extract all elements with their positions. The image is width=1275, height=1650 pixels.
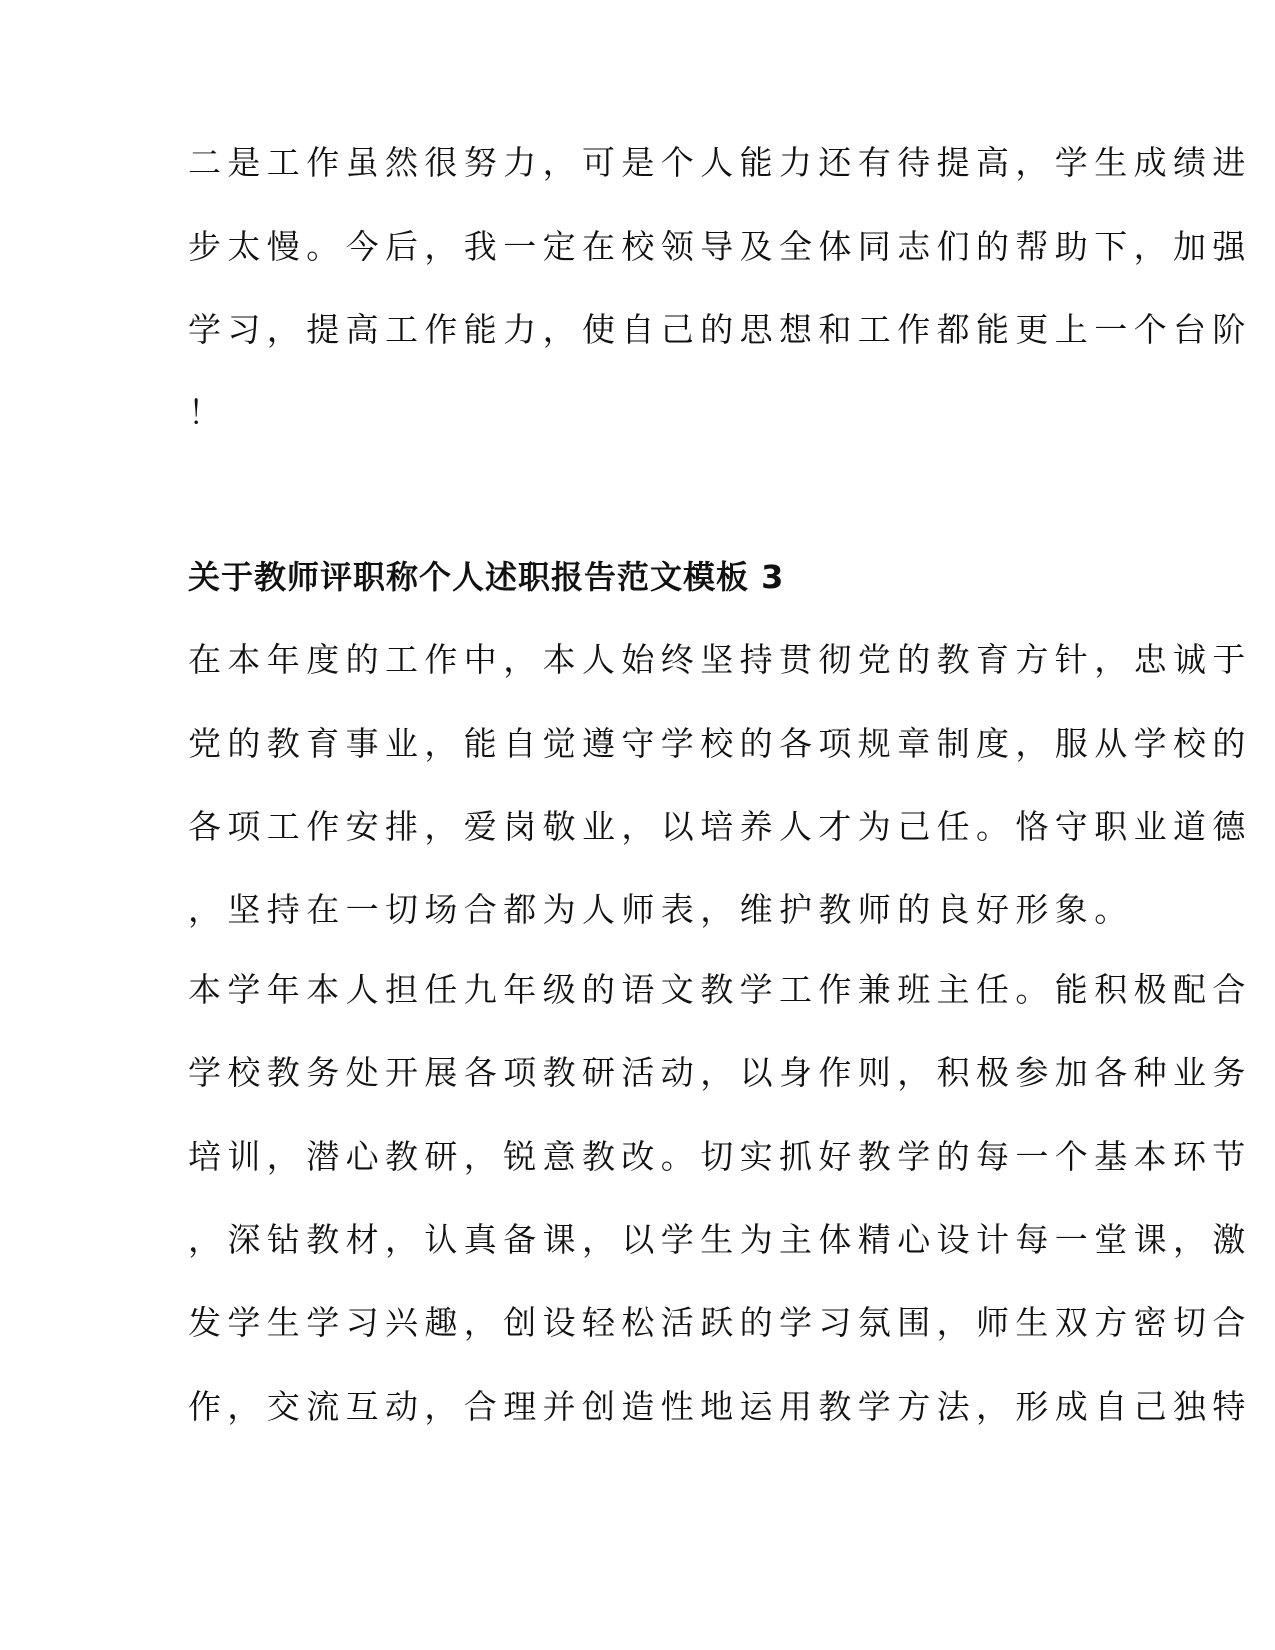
- paragraph-3-line-5: 发学生学习兴趣，创设轻松活跃的学习氛围，师生双方密切合: [188, 1303, 1252, 1342]
- paragraph-2-line-4: ，坚持在一切场合都为人师表，维护教师的良好形象。: [188, 890, 1134, 929]
- paragraph-3-line-6: 作，交流互动，合理并创造性地运用教学方法，形成自己独特: [188, 1387, 1252, 1426]
- paragraph-1-line-3: 学习，提高工作能力，使自己的思想和工作都能更上一个台阶: [188, 310, 1252, 349]
- paragraph-3-line-2: 学校教务处开展各项教研活动，以身作则，积极参加各种业务: [188, 1053, 1252, 1092]
- section-heading: 关于教师评职称个人述职报告范文模板 3: [188, 558, 785, 596]
- paragraph-2-line-1: 在本年度的工作中，本人始终坚持贯彻党的教育方针，忠诚于: [188, 640, 1252, 679]
- paragraph-1-line-4: ！: [188, 393, 228, 432]
- paragraph-2-line-3: 各项工作安排，爱岗敬业，以培养人才为己任。恪守职业道德: [188, 807, 1252, 846]
- paragraph-3-line-4: ，深钻教材，认真备课，以学生为主体精心设计每一堂课，激: [188, 1220, 1252, 1259]
- paragraph-2-line-2: 党的教育事业，能自觉遵守学校的各项规章制度，服从学校的: [188, 724, 1252, 763]
- paragraph-3-line-3: 培训，潜心教研，锐意教改。切实抓好教学的每一个基本环节: [188, 1137, 1252, 1176]
- paragraph-1-line-1: 二是工作虽然很努力，可是个人能力还有待提高，学生成绩进: [188, 143, 1252, 182]
- paragraph-1-line-2: 步太慢。今后，我一定在校领导及全体同志们的帮助下，加强: [188, 227, 1252, 266]
- paragraph-3-line-1: 本学年本人担任九年级的语文教学工作兼班主任。能积极配合: [188, 970, 1252, 1009]
